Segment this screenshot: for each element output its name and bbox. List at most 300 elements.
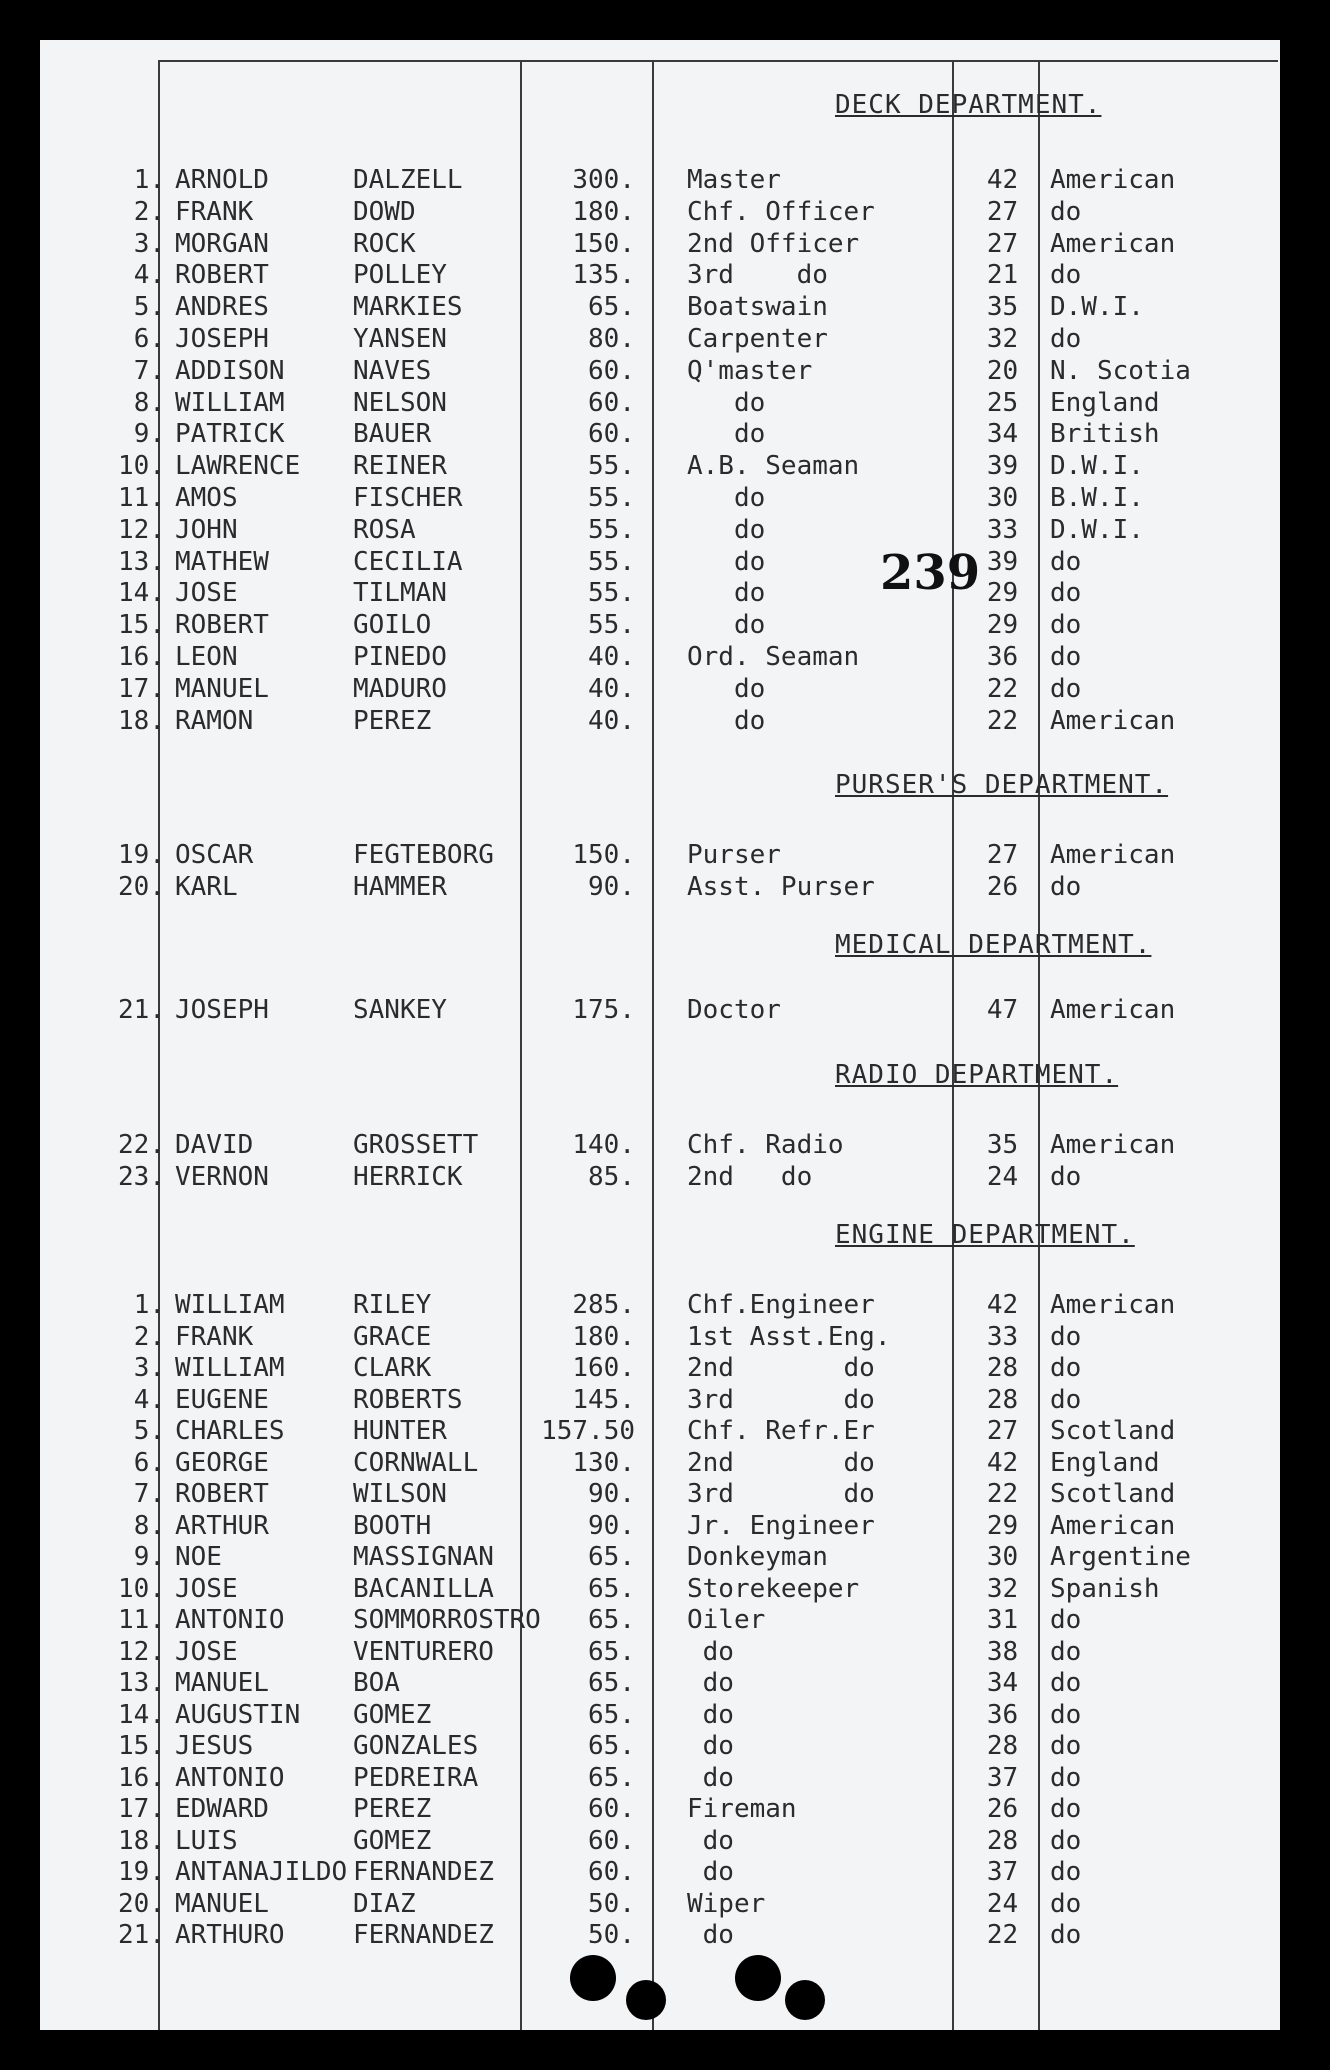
nationality: American (1050, 165, 1176, 195)
rank: Chf. Radio (687, 1130, 844, 1160)
first-name: PATRICK (175, 419, 285, 450)
age: 21 (986, 260, 1019, 291)
last-name: ROSA (353, 514, 416, 545)
row-number: 3. (133, 1353, 165, 1383)
row-number: 19. (118, 1857, 165, 1887)
nationality: Scotland (1050, 1416, 1176, 1446)
row-number: 20. (118, 871, 165, 902)
last-name: MARKIES (353, 292, 463, 323)
rank: Master (687, 165, 781, 195)
rank: Donkeyman (687, 1542, 828, 1572)
age: 29 (986, 610, 1019, 641)
nationality: Argentine (1050, 1542, 1191, 1572)
rank: Ord. Seaman (687, 642, 860, 672)
first-name: GEORGE (175, 1447, 269, 1478)
page-stamp-number: 239 (880, 545, 981, 601)
row-number: 2. (133, 1321, 165, 1352)
nationality: do (1050, 1636, 1082, 1667)
crew-row (40, 1162, 1280, 1194)
last-name: CECILIA (353, 546, 463, 577)
rank: do (687, 1857, 734, 1887)
first-name: JOHN (175, 514, 238, 545)
last-name: BACANILLA (353, 1573, 494, 1604)
row-number: 21. (118, 995, 165, 1025)
wage: 65. (588, 1573, 635, 1604)
nationality: do (1050, 196, 1082, 227)
age: 30 (986, 483, 1019, 513)
row-number: 15. (118, 610, 165, 641)
last-name: BOA (353, 1668, 400, 1698)
crew-row (40, 1130, 1280, 1162)
age: 42 (986, 1447, 1019, 1478)
crew-row (40, 388, 1280, 420)
wage: 40. (588, 705, 635, 736)
crew-row (40, 419, 1280, 451)
section-title: DECK DEPARTMENT. (835, 90, 1102, 120)
last-name: FERNANDEZ (353, 1857, 494, 1887)
first-name: ARTHUR (175, 1510, 269, 1541)
wage: 65. (588, 1731, 635, 1761)
wage: 50. (588, 1888, 635, 1919)
wage: 50. (588, 1920, 635, 1950)
wage: 157.50 (541, 1416, 635, 1446)
row-number: 14. (118, 578, 165, 609)
age: 37 (986, 1857, 1019, 1887)
wage: 90. (588, 1510, 635, 1541)
wage: 180. (572, 196, 635, 227)
wage: 300. (572, 165, 635, 195)
rank: Storekeeper (687, 1573, 860, 1604)
nationality: do (1050, 324, 1082, 354)
rank: Carpenter (687, 324, 828, 354)
nationality: do (1050, 1762, 1082, 1793)
first-name: MORGAN (175, 228, 269, 259)
section-title: RADIO DEPARTMENT. (835, 1060, 1119, 1090)
last-name: BAUER (353, 419, 432, 450)
first-name: AMOS (175, 483, 238, 513)
first-name: ANTONIO (175, 1762, 285, 1793)
last-name: CLARK (353, 1353, 432, 1383)
rank: do (687, 673, 766, 704)
rank: do (687, 1699, 734, 1730)
crew-row (40, 1637, 1280, 1669)
wage: 60. (588, 419, 635, 450)
nationality: D.W.I. (1050, 451, 1144, 482)
crew-row (40, 872, 1280, 904)
nationality: do (1050, 1888, 1082, 1919)
age: 26 (986, 871, 1019, 902)
first-name: OSCAR (175, 840, 254, 870)
age: 42 (986, 165, 1019, 195)
crew-row (40, 324, 1280, 356)
row-number: 1. (133, 165, 165, 195)
first-name: ROBERT (175, 610, 269, 641)
wage: 90. (588, 1479, 635, 1509)
row-number: 12. (118, 1636, 165, 1667)
age: 32 (986, 1573, 1019, 1604)
age: 22 (986, 1479, 1019, 1509)
nationality: do (1050, 260, 1082, 291)
age: 32 (986, 324, 1019, 354)
crew-row (40, 1763, 1280, 1795)
wage: 55. (588, 610, 635, 641)
age: 38 (986, 1636, 1019, 1667)
row-number: 11. (118, 1605, 165, 1635)
first-name: LEON (175, 642, 238, 672)
wage: 65. (588, 1699, 635, 1730)
crew-row (40, 1889, 1280, 1921)
rank: Chf.Engineer (687, 1290, 875, 1320)
row-number: 4. (133, 260, 165, 291)
first-name: JOSEPH (175, 324, 269, 354)
row-number: 13. (118, 1668, 165, 1698)
wage: 60. (588, 387, 635, 418)
nationality: Spanish (1050, 1573, 1160, 1604)
nationality: England (1050, 1447, 1160, 1478)
crew-list-page (40, 40, 1280, 2030)
wage: 175. (572, 995, 635, 1025)
first-name: LUIS (175, 1825, 238, 1856)
wage: 285. (572, 1290, 635, 1320)
crew-row (40, 1290, 1280, 1322)
age: 28 (986, 1825, 1019, 1856)
age: 22 (986, 705, 1019, 736)
rank: 3rd do (687, 260, 828, 291)
age: 39 (986, 451, 1019, 482)
crew-row (40, 165, 1280, 197)
crew-row (40, 578, 1280, 610)
wage: 40. (588, 642, 635, 672)
age: 36 (986, 1699, 1019, 1730)
row-number: 8. (133, 387, 165, 418)
age: 20 (986, 355, 1019, 386)
last-name: TILMAN (353, 578, 447, 609)
wage: 150. (572, 840, 635, 870)
first-name: KARL (175, 871, 238, 902)
row-number: 23. (118, 1161, 165, 1192)
nationality: do (1050, 546, 1082, 577)
crew-row (40, 356, 1280, 388)
nationality: American (1050, 840, 1176, 870)
first-name: JOSE (175, 1573, 238, 1604)
wage: 180. (572, 1321, 635, 1352)
wage: 65. (588, 1636, 635, 1667)
crew-row (40, 1668, 1280, 1700)
crew-row (40, 1448, 1280, 1480)
crew-row (40, 1794, 1280, 1826)
rank: Doctor (687, 995, 781, 1025)
age: 24 (986, 1161, 1019, 1192)
row-number: 2. (133, 196, 165, 227)
crew-row (40, 1920, 1280, 1952)
punch-hole (570, 1955, 616, 2001)
first-name: RAMON (175, 705, 254, 736)
crew-row (40, 1416, 1280, 1448)
nationality: England (1050, 387, 1160, 418)
wage: 60. (588, 1794, 635, 1824)
nationality: do (1050, 1161, 1082, 1192)
first-name: DAVID (175, 1130, 254, 1160)
first-name: ANDRES (175, 292, 269, 323)
crew-row (40, 1857, 1280, 1889)
row-number: 7. (133, 355, 165, 386)
crew-row (40, 515, 1280, 547)
age: 47 (986, 995, 1019, 1025)
crew-row (40, 1826, 1280, 1858)
row-number: 17. (118, 673, 165, 704)
punch-hole (785, 1980, 825, 2020)
first-name: ADDISON (175, 355, 285, 386)
wage: 160. (572, 1353, 635, 1383)
rank: Boatswain (687, 292, 828, 323)
nationality: do (1050, 1699, 1082, 1730)
crew-row (40, 197, 1280, 229)
row-number: 13. (118, 546, 165, 577)
age: 36 (986, 642, 1019, 672)
rank: Chf. Officer (687, 196, 875, 227)
wage: 55. (588, 514, 635, 545)
last-name: SOMMORROSTRO (353, 1605, 541, 1635)
first-name: FRANK (175, 1321, 254, 1352)
crew-row (40, 547, 1280, 579)
crew-row (40, 706, 1280, 738)
section-title: ENGINE DEPARTMENT. (835, 1220, 1135, 1250)
last-name: CORNWALL (353, 1447, 479, 1478)
first-name: CHARLES (175, 1416, 285, 1446)
last-name: WILSON (353, 1479, 447, 1509)
age: 24 (986, 1888, 1019, 1919)
rank: do (687, 1731, 734, 1761)
nationality: do (1050, 1857, 1082, 1887)
last-name: GOMEZ (353, 1825, 432, 1856)
crew-row (40, 483, 1280, 515)
last-name: PINEDO (353, 642, 447, 672)
last-name: POLLEY (353, 260, 447, 291)
row-number: 10. (118, 1573, 165, 1604)
crew-row (40, 1479, 1280, 1511)
age: 35 (986, 292, 1019, 323)
last-name: PEREZ (353, 1794, 432, 1824)
crew-row (40, 260, 1280, 292)
first-name: EUGENE (175, 1384, 269, 1415)
age: 35 (986, 1130, 1019, 1160)
first-name: FRANK (175, 196, 254, 227)
crew-row (40, 1700, 1280, 1732)
row-number: 4. (133, 1384, 165, 1415)
row-number: 6. (133, 1447, 165, 1478)
rank: Jr. Engineer (687, 1510, 875, 1541)
nationality: do (1050, 1384, 1082, 1415)
nationality: American (1050, 1510, 1176, 1541)
age: 31 (986, 1605, 1019, 1635)
crew-row (40, 1385, 1280, 1417)
last-name: PEDREIRA (353, 1762, 479, 1793)
rank: 1st Asst.Eng. (687, 1321, 891, 1352)
first-name: JESUS (175, 1731, 254, 1761)
age: 33 (986, 514, 1019, 545)
rank: Purser (687, 840, 781, 870)
section-title: PURSER'S DEPARTMENT. (835, 770, 1169, 800)
wage: 65. (588, 1605, 635, 1635)
nationality: do (1050, 1731, 1082, 1761)
row-number: 7. (133, 1479, 165, 1509)
punch-hole (626, 1980, 666, 2020)
last-name: ROBERTS (353, 1384, 463, 1415)
last-name: GOILO (353, 610, 432, 641)
last-name: MADURO (353, 673, 447, 704)
crew-row (40, 292, 1280, 324)
wage: 65. (588, 1762, 635, 1793)
nationality: do (1050, 1668, 1082, 1698)
row-number: 14. (118, 1699, 165, 1730)
wage: 140. (572, 1130, 635, 1160)
last-name: FERNANDEZ (353, 1920, 494, 1950)
crew-row (40, 610, 1280, 642)
nationality: do (1050, 871, 1082, 902)
age: 27 (986, 196, 1019, 227)
age: 25 (986, 387, 1019, 418)
nationality: do (1050, 610, 1082, 641)
crew-row (40, 995, 1280, 1027)
age: 42 (986, 1290, 1019, 1320)
rank: Q'master (687, 355, 813, 386)
first-name: MANUEL (175, 673, 269, 704)
row-number: 9. (133, 1542, 165, 1572)
last-name: NAVES (353, 355, 432, 386)
first-name: VERNON (175, 1161, 269, 1192)
first-name: LAWRENCE (175, 451, 301, 482)
rank: A.B. Seaman (687, 451, 860, 482)
first-name: WILLIAM (175, 1290, 285, 1320)
age: 28 (986, 1353, 1019, 1383)
row-number: 15. (118, 1731, 165, 1761)
first-name: WILLIAM (175, 387, 285, 418)
crew-row (40, 1322, 1280, 1354)
rank: do (687, 1636, 734, 1667)
last-name: HERRICK (353, 1161, 463, 1192)
first-name: ARTHURO (175, 1920, 285, 1950)
last-name: BOOTH (353, 1510, 432, 1541)
wage: 150. (572, 228, 635, 259)
last-name: HUNTER (353, 1416, 447, 1446)
row-number: 3. (133, 228, 165, 259)
wage: 55. (588, 483, 635, 513)
rank: 3rd do (687, 1479, 875, 1509)
age: 37 (986, 1762, 1019, 1793)
row-number: 12. (118, 514, 165, 545)
age: 28 (986, 1731, 1019, 1761)
nationality: D.W.I. (1050, 292, 1144, 323)
nationality: do (1050, 1353, 1082, 1383)
nationality: do (1050, 578, 1082, 609)
last-name: REINER (353, 451, 447, 482)
wage: 65. (588, 1668, 635, 1698)
age: 39 (986, 546, 1019, 577)
age: 22 (986, 673, 1019, 704)
row-number: 5. (133, 1416, 165, 1446)
crew-row (40, 1605, 1280, 1637)
row-number: 18. (118, 705, 165, 736)
nationality: do (1050, 1825, 1082, 1856)
wage: 90. (588, 871, 635, 902)
row-number: 8. (133, 1510, 165, 1541)
nationality: D.W.I. (1050, 514, 1144, 545)
age: 33 (986, 1321, 1019, 1352)
rank: 2nd Officer (687, 228, 860, 259)
age: 28 (986, 1384, 1019, 1415)
age: 27 (986, 1416, 1019, 1446)
nationality: do (1050, 673, 1082, 704)
row-number: 10. (118, 451, 165, 482)
last-name: RILEY (353, 1290, 432, 1320)
last-name: DIAZ (353, 1888, 416, 1919)
wage: 145. (572, 1384, 635, 1415)
last-name: MASSIGNAN (353, 1542, 494, 1572)
nationality: American (1050, 995, 1176, 1025)
rank: do (687, 419, 766, 450)
age: 22 (986, 1920, 1019, 1950)
row-number: 17. (118, 1794, 165, 1824)
crew-row (40, 642, 1280, 674)
rank: 2nd do (687, 1353, 875, 1383)
nationality: Scotland (1050, 1479, 1176, 1509)
first-name: AUGUSTIN (175, 1699, 301, 1730)
wage: 55. (588, 546, 635, 577)
row-number: 20. (118, 1888, 165, 1919)
last-name: FEGTEBORG (353, 840, 494, 870)
rank: do (687, 387, 766, 418)
last-name: GROSSETT (353, 1130, 479, 1160)
nationality: American (1050, 1130, 1176, 1160)
last-name: FISCHER (353, 483, 463, 513)
nationality: American (1050, 228, 1176, 259)
nationality: B.W.I. (1050, 483, 1144, 513)
row-number: 11. (118, 483, 165, 513)
rank: Oiler (687, 1605, 766, 1635)
age: 34 (986, 419, 1019, 450)
first-name: JOSE (175, 578, 238, 609)
last-name: DOWD (353, 196, 416, 227)
rank: Chf. Refr.Er (687, 1416, 875, 1446)
age: 27 (986, 840, 1019, 870)
wage: 55. (588, 578, 635, 609)
first-name: JOSE (175, 1636, 238, 1667)
last-name: GONZALES (353, 1731, 479, 1761)
row-number: 22. (118, 1130, 165, 1160)
wage: 80. (588, 324, 635, 354)
nationality: do (1050, 1605, 1082, 1635)
wage: 65. (588, 1542, 635, 1572)
wage: 55. (588, 451, 635, 482)
rank: do (687, 1668, 734, 1698)
rank: do (687, 514, 766, 545)
age: 29 (986, 1510, 1019, 1541)
row-number: 21. (118, 1920, 165, 1950)
last-name: SANKEY (353, 995, 447, 1025)
nationality: American (1050, 705, 1176, 736)
age: 30 (986, 1542, 1019, 1572)
crew-row (40, 451, 1280, 483)
rank: Fireman (687, 1794, 797, 1824)
crew-row (40, 840, 1280, 872)
last-name: NELSON (353, 387, 447, 418)
rank: do (687, 1762, 734, 1793)
first-name: NOE (175, 1542, 222, 1572)
last-name: GOMEZ (353, 1699, 432, 1730)
row-number: 9. (133, 419, 165, 450)
row-number: 18. (118, 1825, 165, 1856)
crew-row (40, 1511, 1280, 1543)
